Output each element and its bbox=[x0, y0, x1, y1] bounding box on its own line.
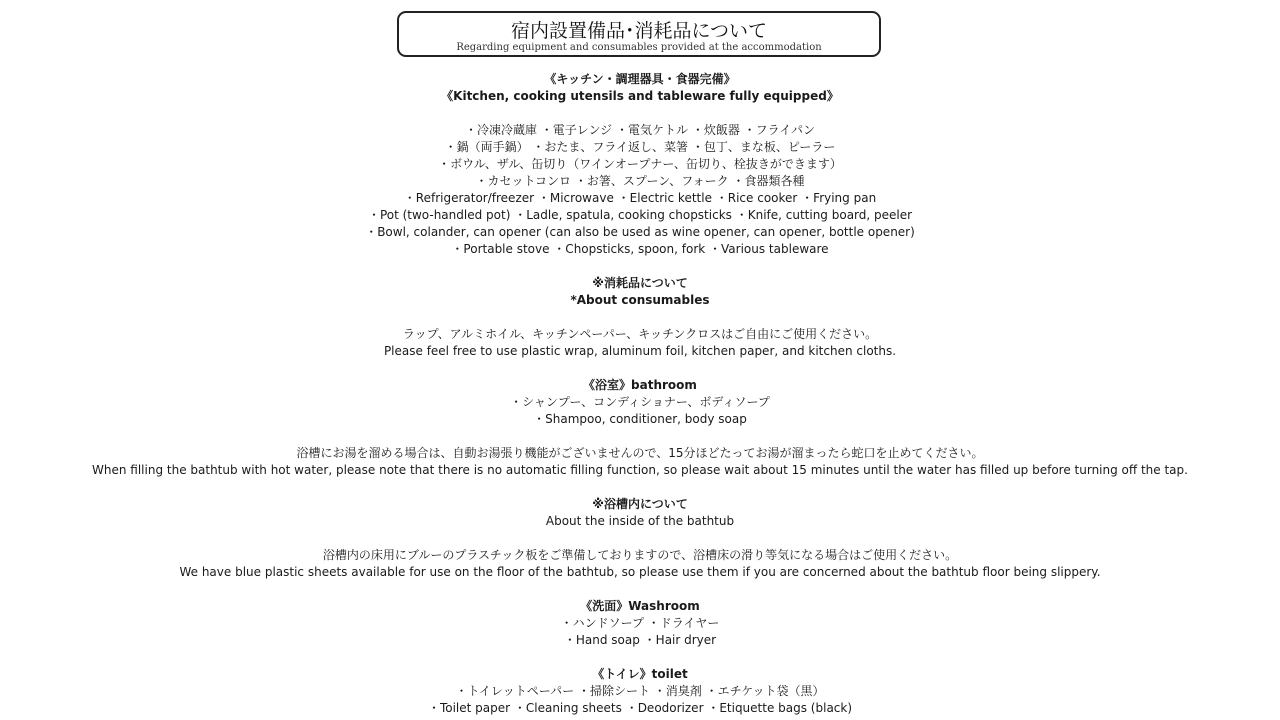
bathroom-note-ja: 浴槽にお湯を溜める場合は、自動お湯張り機能がございませんので、15分ほどたってお湯が溜まったら蛇口を止めてください。 bbox=[296, 446, 984, 460]
kitchen-item: ・カセットコンロ ・お箸、スプーン、フォーク ・食器類各種 bbox=[475, 174, 805, 188]
consumables-text-ja: ラップ、アルミホイル、キッチンペーパー、キッチンクロスはご自由にご使用ください。 bbox=[402, 327, 878, 341]
spacer bbox=[0, 360, 1280, 377]
kitchen-heading-en: 《Kitchen, cooking utensils and tableware fully equipped》 bbox=[441, 89, 839, 103]
page-title: 宿内設置備品･消耗品について bbox=[510, 20, 768, 42]
consumables-heading-en: *About consumables bbox=[570, 293, 710, 307]
toilet-heading: 《トイレ》toilet bbox=[592, 667, 688, 681]
bathtub-heading-en: About the inside of the bathtub bbox=[545, 514, 735, 528]
kitchen-item: ・冷凍冷蔵庫 ・電子レンジ ・電気ケトル ・炊飯器 ・フライパン bbox=[464, 123, 816, 137]
spacer bbox=[0, 309, 1280, 326]
bathroom-item-en: ・Shampoo, conditioner, body soap bbox=[533, 412, 747, 426]
bathtub-text-en: We have blue plastic sheets available for use on the floor of the bathtub, so please use them if you are concerned about the bathtub floor being slippery. bbox=[179, 565, 1101, 579]
bathroom-heading: 《浴室》bathroom bbox=[583, 378, 697, 392]
bathtub-heading-ja: ※浴槽内について bbox=[592, 497, 688, 511]
bathroom-note-en: When filling the bathtub with hot water, please note that there is no automatic filling function, so please wait about 15 minutes until the water has filled up before turning off the tap. bbox=[92, 463, 1188, 477]
consumables-text-en: Please feel free to use plastic wrap, aluminum foil, kitchen paper, and kitchen cloths. bbox=[383, 344, 897, 358]
consumables-heading-ja: ※消耗品について bbox=[592, 276, 688, 290]
bathtub-text-ja: 浴槽内の床用にブルーのプラスチック板をご準備しておりますので、浴槽床の滑り等気になる場合はご使用ください。 bbox=[322, 548, 958, 562]
spacer bbox=[0, 530, 1280, 547]
document-body bbox=[0, 71, 1280, 717]
spacer bbox=[0, 105, 1280, 122]
kitchen-heading-ja: 《キッチン・調理器具・食器完備》 bbox=[544, 72, 736, 86]
spacer bbox=[0, 479, 1280, 496]
kitchen-item: ・Portable stove ・Chopsticks, spoon, fork ・Various tableware bbox=[451, 242, 829, 256]
washroom-item-en: ・Hand soap ・Hair dryer bbox=[563, 633, 717, 647]
kitchen-item: ・ボウル、ザル、缶切り（ワインオープナー、缶切り、栓抜きができます） bbox=[438, 157, 842, 171]
kitchen-item: ・Refrigerator/freezer ・Microwave ・Electric kettle ・Rice cooker ・Frying pan bbox=[403, 191, 877, 205]
toilet-item-en: ・Toilet paper ・Cleaning sheets ・Deodorizer ・Etiquette bags (black) bbox=[427, 701, 853, 715]
kitchen-item: ・Pot (two-handled pot) ・Ladle, spatula, cooking chopsticks ・Knife, cutting board, peeler bbox=[367, 208, 913, 222]
spacer bbox=[0, 581, 1280, 598]
kitchen-item: ・Bowl, colander, can opener (can also be used as wine opener, can opener, bottle opener) bbox=[365, 225, 915, 239]
washroom-item-ja: ・ハンドソープ ・ドライヤー bbox=[560, 616, 720, 630]
spacer bbox=[0, 258, 1280, 275]
spacer bbox=[0, 649, 1280, 666]
page-subtitle: Regarding equipment and consumables provided at the accommodation bbox=[456, 42, 822, 53]
bathroom-item-ja: ・シャンプー、コンディショナー、ボディソープ bbox=[510, 395, 770, 409]
toilet-item-ja: ・トイレットペーパー ・掃除シート ・消臭剤 ・エチケット袋（黒） bbox=[455, 684, 825, 698]
kitchen-item: ・鍋（両手鍋） ・おたま、フライ返し、菜箸 ・包丁、まな板、ピーラー bbox=[444, 140, 836, 154]
title-box bbox=[397, 11, 881, 57]
spacer bbox=[0, 428, 1280, 445]
washroom-heading: 《洗面》Washroom bbox=[580, 599, 700, 613]
